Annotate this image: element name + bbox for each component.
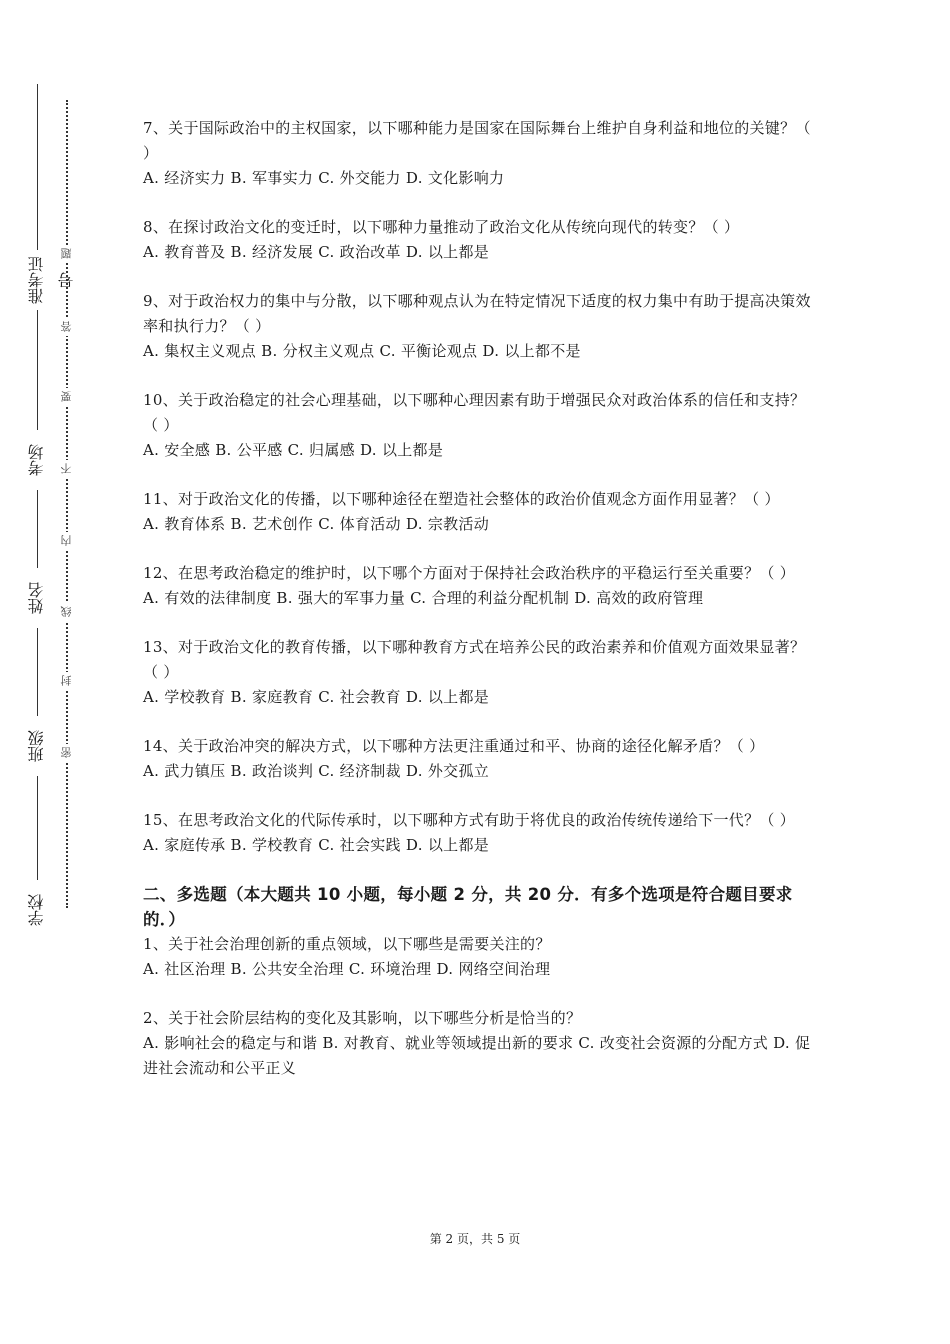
seal-char: 封 bbox=[58, 672, 76, 690]
question-item bbox=[143, 734, 813, 784]
question-item bbox=[143, 561, 813, 611]
seal-char: 题 bbox=[58, 245, 76, 263]
page-number: 第 2 页，共 5 页 bbox=[429, 1232, 521, 1246]
seal-char: 线 bbox=[58, 603, 76, 621]
seal-char: 密 bbox=[58, 744, 76, 762]
question-options: A. 学校教育 B. 家庭教育 C. 社会教育 D. 以上都是 bbox=[143, 688, 490, 706]
section-header-multiple-choice: 二、多选题（本大题共 10 小题，每小题 2 分，共 20 分．有多个选项是符合题目要求的．） bbox=[143, 885, 793, 929]
question-text: 7、关于国际政治中的主权国家，以下哪种能力是国家在国际舞台上维护自身利益和地位的关键？（ ） bbox=[143, 119, 811, 162]
question-item bbox=[143, 1006, 813, 1081]
seal-dotted-line bbox=[66, 100, 68, 908]
question-text: 9、对于政治权力的集中与分散，以下哪种观点认为在特定情况下适度的权力集中有助于提高决策效率和执行力？（ ） bbox=[143, 292, 811, 335]
question-text: 14、关于政治冲突的解决方式，以下哪种方法更注重通过和平、协商的途径化解矛盾？（ ） bbox=[143, 737, 765, 755]
binding-solid-line bbox=[37, 84, 38, 904]
question-options: A. 教育普及 B. 经济发展 C. 政治改革 D. 以上都是 bbox=[143, 243, 490, 261]
question-text: 8、在探讨政治文化的变迁时，以下哪种力量推动了政治文化从传统向现代的转变？（ ） bbox=[143, 218, 740, 236]
binding-margin bbox=[0, 0, 110, 1344]
seal-char: 答 bbox=[58, 318, 76, 336]
question-item bbox=[143, 487, 813, 537]
question-item bbox=[143, 289, 813, 364]
question-options: A. 有效的法律制度 B. 强大的军事力量 C. 合理的利益分配机制 D. 高效的政府管理 bbox=[143, 589, 704, 607]
name-label: 姓名 bbox=[22, 568, 52, 628]
question-options: A. 武力镇压 B. 政治谈判 C. 经济制裁 D. 外交孤立 bbox=[143, 762, 490, 780]
seal-char: 要 bbox=[58, 388, 76, 406]
question-options: A. 影响社会的稳定与和谐 B. 对教育、就业等领域提出新的要求 C. 改变社会资源的分配方式 D. 促进社会流动和公平正义 bbox=[143, 1034, 811, 1077]
question-text: 1、关于社会治理创新的重点领域，以下哪些是需要关注的？ bbox=[143, 935, 551, 953]
exam-number-label: 准考证号 bbox=[22, 250, 52, 310]
question-text: 2、关于社会阶层结构的变化及其影响，以下哪些分析是恰当的？ bbox=[143, 1009, 582, 1027]
question-options: A. 社区治理 B. 公共安全治理 C. 环境治理 D. 网络空间治理 bbox=[143, 960, 551, 978]
question-text: 11、对于政治文化的传播，以下哪种途径在塑造社会整体的政治价值观念方面作用显著？（ ） bbox=[143, 490, 780, 508]
exam-content bbox=[143, 116, 813, 1105]
question-item bbox=[143, 388, 813, 463]
question-options: A. 经济实力 B. 军事实力 C. 外交能力 D. 文化影响力 bbox=[143, 169, 505, 187]
school-label: 学校 bbox=[22, 880, 52, 940]
question-options: A. 家庭传承 B. 学校教育 C. 社会实践 D. 以上都是 bbox=[143, 836, 490, 854]
question-text: 15、在思考政治文化的代际传承时，以下哪种方式有助于将优良的政治传统传递给下一代？（ ） bbox=[143, 811, 796, 829]
question-options: A. 安全感 B. 公平感 C. 归属感 D. 以上都是 bbox=[143, 441, 444, 459]
question-item bbox=[143, 635, 813, 710]
seal-char: 不 bbox=[58, 460, 76, 478]
question-item bbox=[143, 932, 813, 982]
exam-room-label: 考场 bbox=[22, 430, 52, 490]
question-item bbox=[143, 215, 813, 265]
class-label: 班级 bbox=[22, 716, 52, 776]
question-options: A. 教育体系 B. 艺术创作 C. 体育活动 D. 宗教活动 bbox=[143, 515, 490, 533]
question-options: A. 集权主义观点 B. 分权主义观点 C. 平衡论观点 D. 以上都不是 bbox=[143, 342, 581, 360]
question-text: 10、关于政治稳定的社会心理基础，以下哪种心理因素有助于增强民众对政治体系的信任和支持？（ ） bbox=[143, 391, 806, 434]
seal-char: 内 bbox=[58, 532, 76, 550]
question-item bbox=[143, 116, 813, 191]
question-text: 13、对于政治文化的教育传播，以下哪种教育方式在培养公民的政治素养和价值观方面效果显著？（ ） bbox=[143, 638, 806, 681]
question-item bbox=[143, 808, 813, 858]
question-text: 12、在思考政治稳定的维护时，以下哪个方面对于保持社会政治秩序的平稳运行至关重要？（ ） bbox=[143, 564, 796, 582]
